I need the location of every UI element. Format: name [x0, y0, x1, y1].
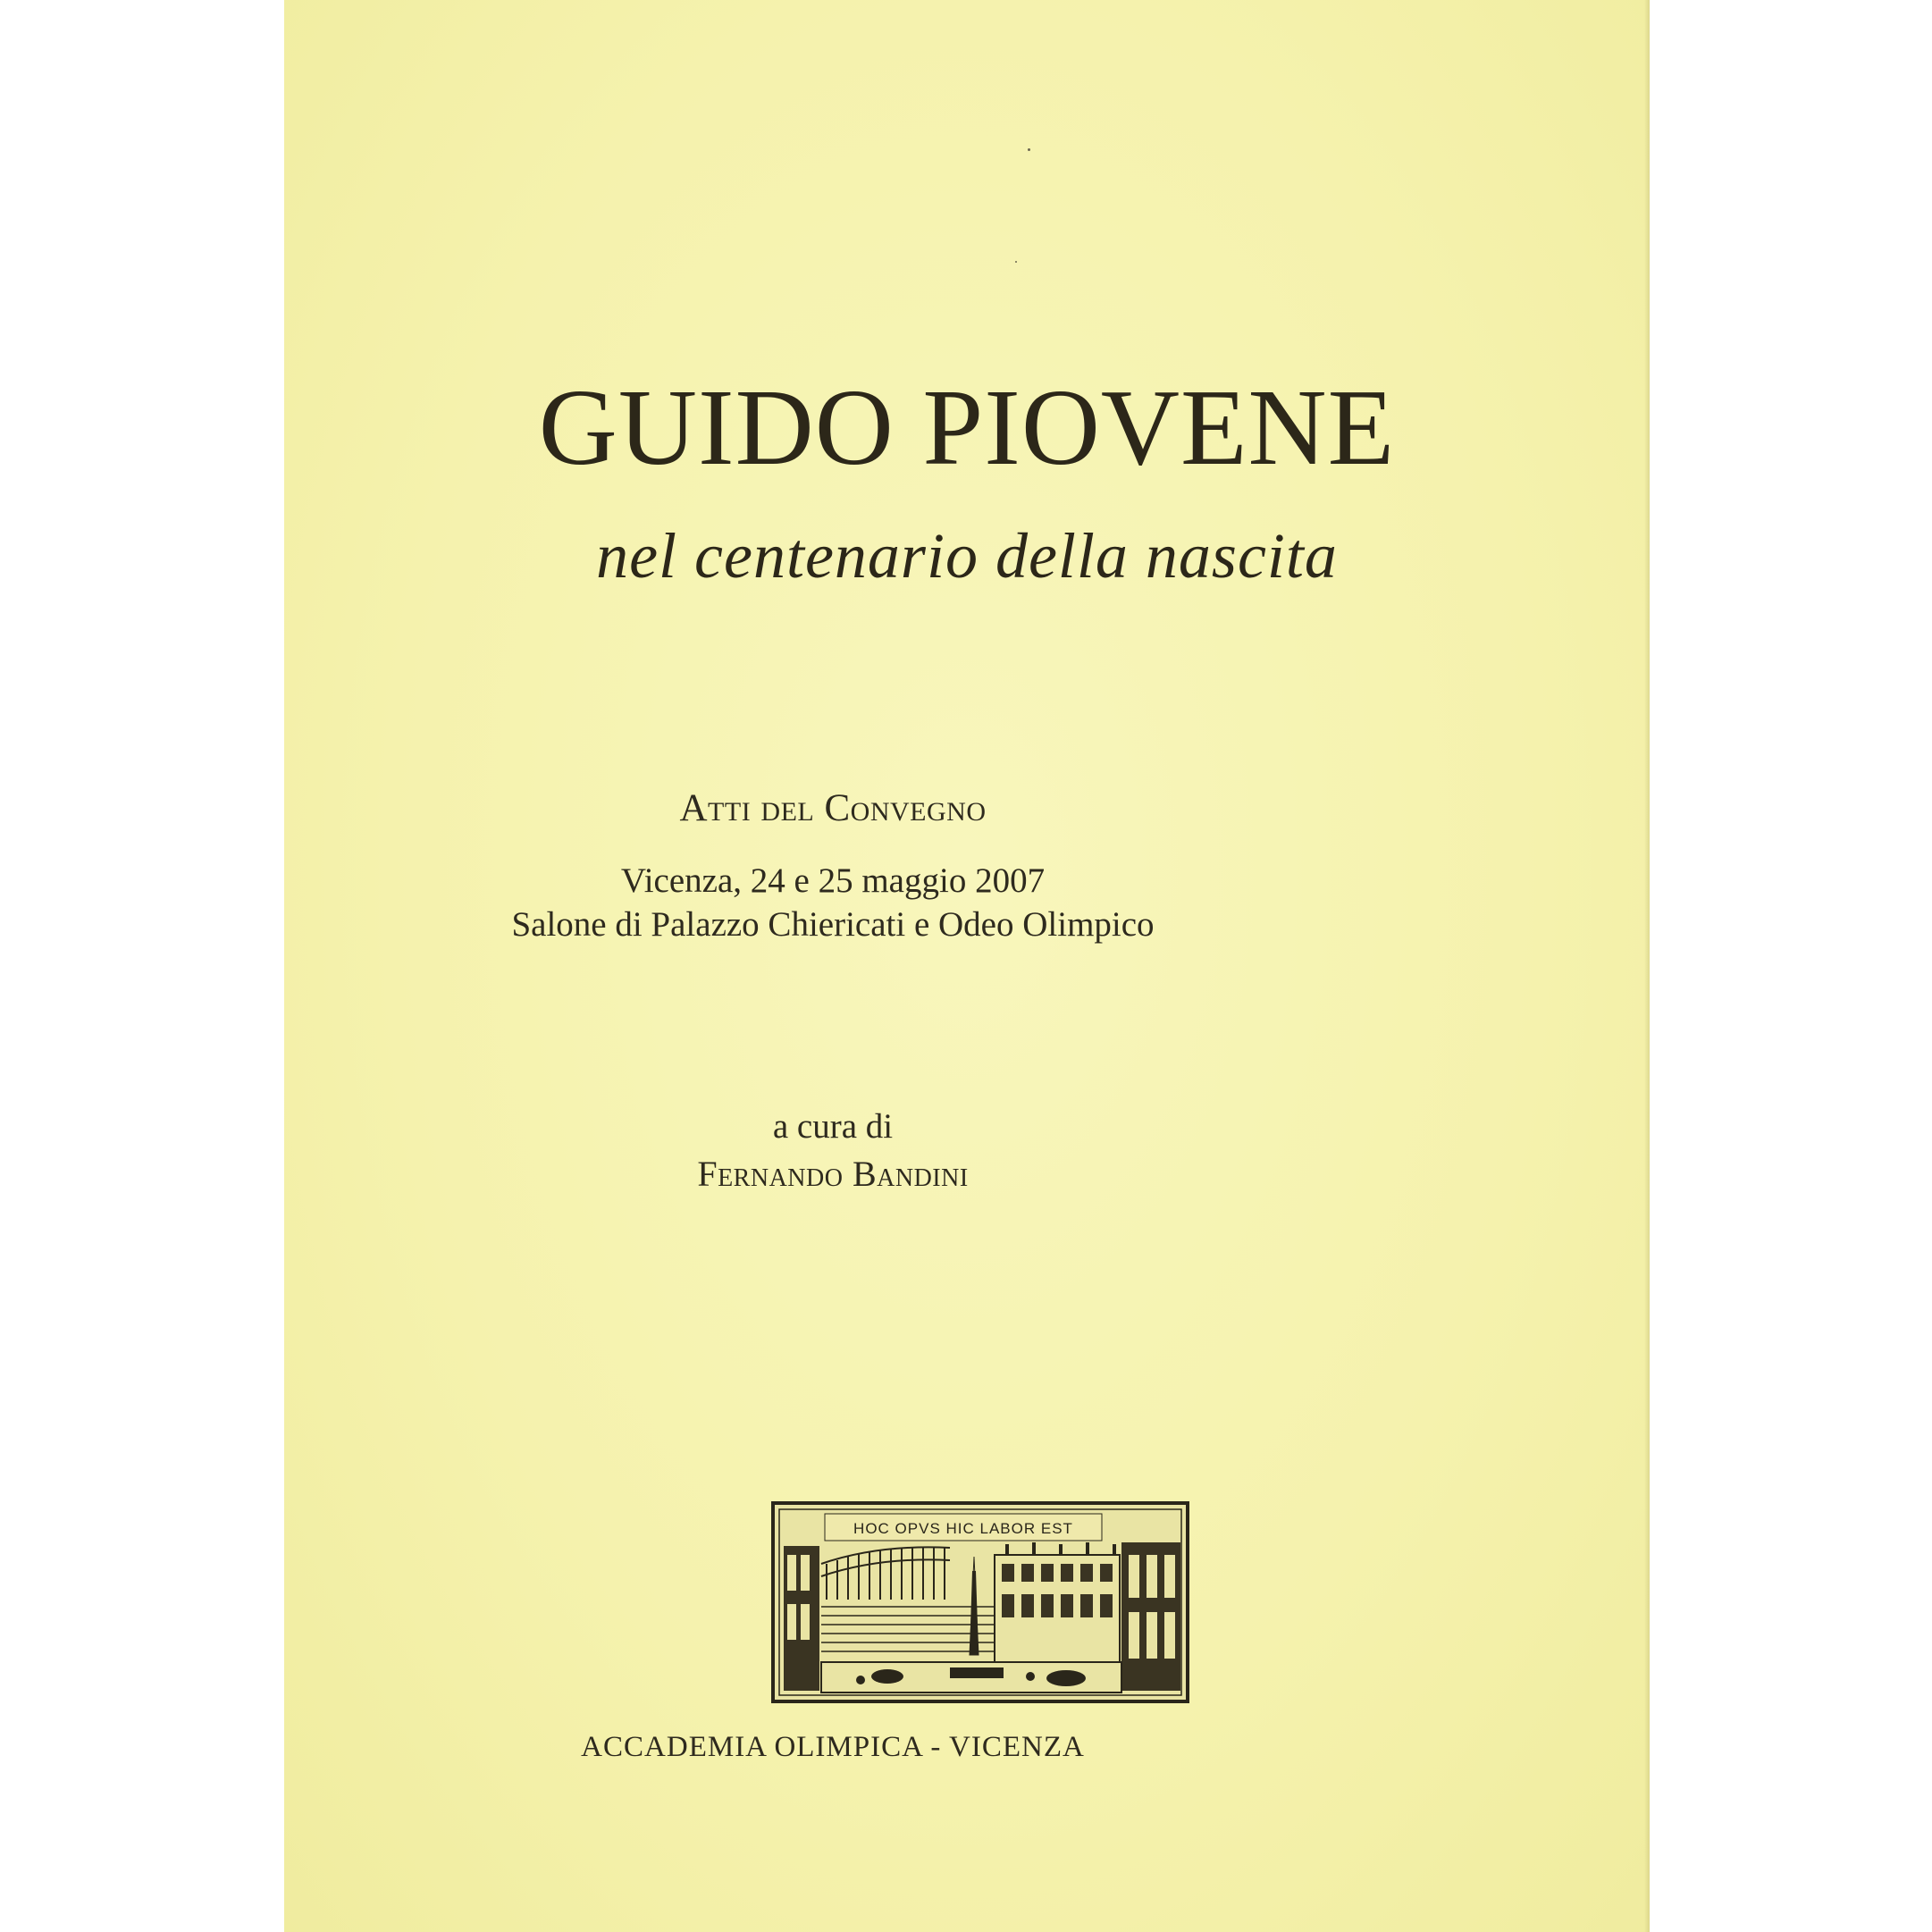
book-cover — [284, 0, 1650, 1932]
emblem-motto: HOC OPVS HIC LABOR EST — [853, 1520, 1073, 1537]
proceedings-label: Atti del Convegno — [679, 787, 987, 829]
editor-name: Fernando Bandini — [697, 1154, 969, 1194]
book-subtitle: nel centenario della nascita — [596, 520, 1338, 592]
conference-venue: Salone di Palazzo Chiericati e Odeo Olimpico — [511, 905, 1155, 944]
teatro-olimpico-engraving — [771, 1501, 1189, 1703]
book-title: GUIDO PIOVENE — [538, 367, 1396, 488]
publisher-name: ACCADEMIA OLIMPICA - VICENZA — [581, 1731, 1085, 1763]
paper-speck — [1028, 148, 1030, 151]
paper-speck — [1015, 261, 1017, 263]
edited-by-label: a cura di — [772, 1107, 894, 1146]
conference-dates: Vicenza, 24 e 25 maggio 2007 — [620, 861, 1046, 900]
